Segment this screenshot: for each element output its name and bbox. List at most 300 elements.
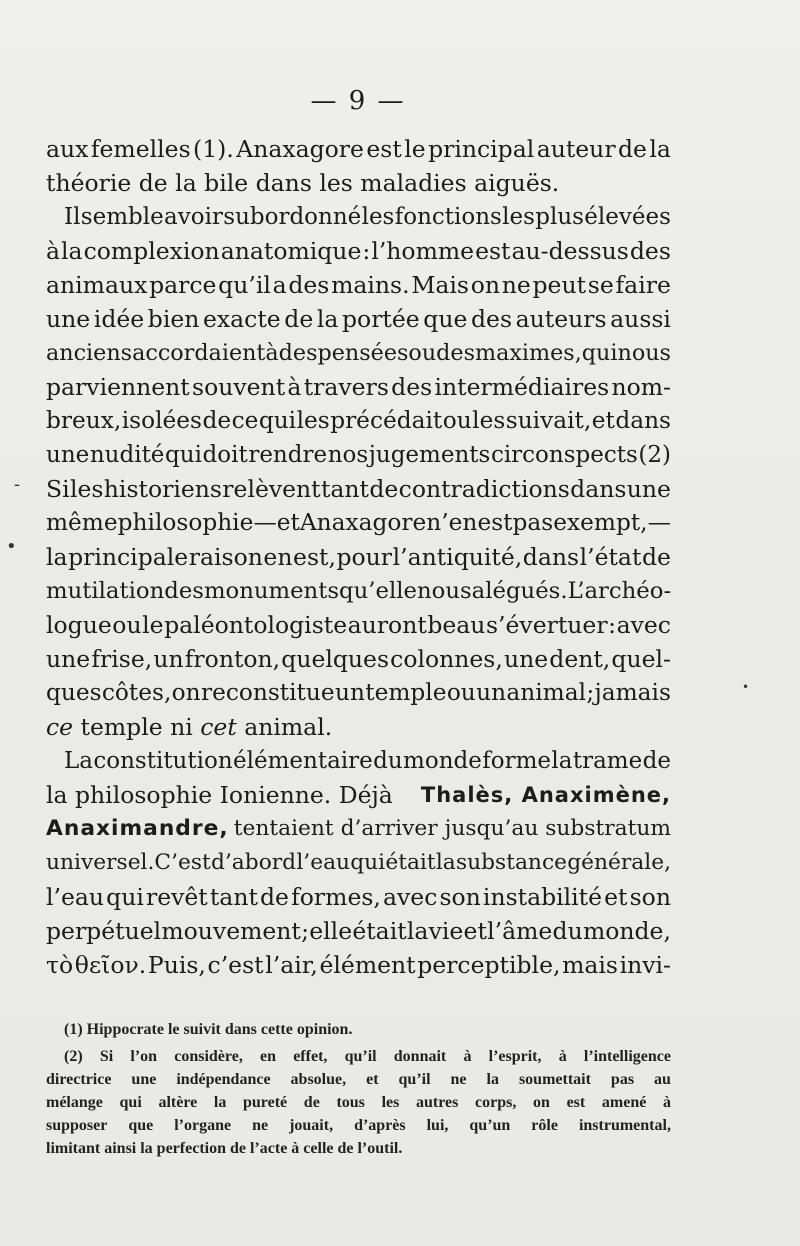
body-text xyxy=(46,132,671,982)
word: la xyxy=(316,305,339,333)
word: vie xyxy=(428,917,464,945)
word: invi- xyxy=(619,951,671,979)
word: l’homme xyxy=(371,237,475,265)
word: on xyxy=(533,1094,550,1111)
word: principal xyxy=(428,135,535,163)
word: un xyxy=(334,679,365,706)
word: suivait, xyxy=(505,407,592,434)
word: et xyxy=(276,509,300,536)
word: ne xyxy=(252,1117,269,1134)
text-fragment: temple ni xyxy=(73,713,201,741)
word: rendre xyxy=(248,442,328,468)
word: nous xyxy=(416,578,472,604)
word: isolées xyxy=(121,407,202,434)
word: élémentaire xyxy=(233,748,373,774)
word: monde xyxy=(403,748,482,774)
word: de xyxy=(202,407,232,434)
word: θεῖον. xyxy=(74,951,147,979)
word: élément xyxy=(319,951,416,979)
text-line-content xyxy=(46,132,671,166)
text-fragment: la philosophie Ionienne. Déjà xyxy=(46,781,393,809)
word: principale xyxy=(68,543,189,571)
margin-dot: • xyxy=(6,536,17,557)
word: a xyxy=(272,271,287,299)
word: trame xyxy=(572,748,643,774)
word: : xyxy=(608,611,617,639)
text-line xyxy=(46,846,671,880)
text-line xyxy=(46,574,671,608)
word: de xyxy=(617,135,647,163)
word: femelles xyxy=(90,135,191,163)
text-line xyxy=(46,914,671,948)
word: son xyxy=(439,883,481,911)
word: au xyxy=(654,1071,671,1088)
text-line xyxy=(46,642,671,676)
word: pureté xyxy=(243,1094,288,1111)
word: les xyxy=(361,204,395,230)
footnote-line xyxy=(46,1091,671,1114)
word: auteurs xyxy=(515,305,607,333)
text-line xyxy=(46,472,671,506)
word: dent, xyxy=(549,645,611,673)
word: une xyxy=(46,442,90,468)
word: est, xyxy=(293,543,336,571)
word: le xyxy=(142,611,164,639)
word: tous xyxy=(336,1094,365,1111)
word: effet, xyxy=(293,1048,328,1065)
word: ce xyxy=(231,407,259,434)
word: idée xyxy=(93,305,145,333)
text-line-content xyxy=(46,948,671,982)
word: de xyxy=(284,305,314,333)
word: ou xyxy=(446,679,476,706)
word: de xyxy=(260,883,289,911)
text-line xyxy=(46,370,671,404)
word: de xyxy=(642,748,671,774)
word: des xyxy=(288,271,330,299)
word: ou xyxy=(442,407,472,434)
word: anciens xyxy=(46,340,133,366)
word: une xyxy=(131,1071,157,1088)
word: Si xyxy=(99,1048,114,1065)
word: Mais xyxy=(411,271,469,299)
word: les xyxy=(472,407,506,434)
text-line xyxy=(46,812,671,846)
word: en xyxy=(263,543,293,571)
text-line xyxy=(46,302,671,336)
word: les xyxy=(69,475,104,503)
word: l’esprit, xyxy=(488,1048,542,1065)
footnote-text xyxy=(46,1114,671,1137)
word: à xyxy=(662,1094,671,1111)
word: philosophie xyxy=(117,509,254,536)
word: (2) xyxy=(638,442,671,468)
word: circonspects xyxy=(490,442,638,468)
word: animaux xyxy=(46,271,148,299)
word: la xyxy=(46,543,68,571)
word: nos xyxy=(327,442,369,468)
word: logue xyxy=(46,611,112,639)
word: de xyxy=(369,475,399,503)
footnote-text xyxy=(46,1068,671,1091)
word: quelques xyxy=(281,645,390,673)
text-line-content xyxy=(46,268,671,302)
text-line xyxy=(46,880,671,914)
word: avoir xyxy=(164,204,223,230)
margin-dash: - xyxy=(14,474,21,495)
word: qui xyxy=(119,1094,142,1111)
word: générale, xyxy=(567,850,671,875)
word: semble xyxy=(80,204,164,230)
word: de xyxy=(641,543,671,571)
word: à xyxy=(463,1048,472,1065)
word: exacte xyxy=(203,305,281,333)
word: Anaxagore xyxy=(236,135,364,163)
word: pour xyxy=(336,543,393,571)
word: du xyxy=(373,748,403,774)
word: et xyxy=(591,407,615,434)
word: travers xyxy=(303,373,389,401)
word: rôle xyxy=(531,1117,558,1134)
word: dans xyxy=(570,475,627,503)
word: directrice xyxy=(46,1071,112,1088)
word: a xyxy=(471,578,486,604)
word: subordonné xyxy=(223,204,362,230)
word: le xyxy=(404,135,426,163)
word: jamais xyxy=(594,679,671,706)
word: mutilation xyxy=(46,578,165,604)
word: et xyxy=(366,1071,379,1088)
word: c’est xyxy=(207,951,264,979)
word: une xyxy=(46,305,91,333)
word: légués. xyxy=(485,578,568,604)
word: des xyxy=(391,373,433,401)
word: qui xyxy=(581,340,618,366)
word: — xyxy=(253,509,277,536)
word: et xyxy=(463,917,487,945)
word: mouvement xyxy=(161,917,301,945)
footnote-text xyxy=(46,1091,671,1114)
footnote-text: (1) Hippocrate le suivit dans cette opinion. xyxy=(64,1021,353,1038)
word: raison xyxy=(188,543,263,571)
word: exempt, xyxy=(553,509,648,536)
word: jouait, xyxy=(289,1117,334,1134)
word: temple xyxy=(365,679,447,706)
footnote-2 xyxy=(46,1045,671,1068)
italic-word: ce xyxy=(46,713,74,741)
word: à xyxy=(46,237,61,265)
word: absolue, xyxy=(290,1071,347,1088)
word: (2) xyxy=(64,1048,83,1065)
word: ne xyxy=(501,271,531,299)
word: jugements xyxy=(368,442,491,468)
footnotes xyxy=(46,1018,671,1160)
text-line xyxy=(46,438,671,472)
word: portée xyxy=(342,305,420,333)
word: de xyxy=(303,1094,320,1111)
word: fonctions xyxy=(394,204,502,230)
word: qu’il xyxy=(398,1071,431,1088)
word: intermédiaires xyxy=(434,373,610,401)
word: les xyxy=(296,407,330,434)
word: anatomique xyxy=(220,237,362,265)
word: indépendance xyxy=(176,1071,271,1088)
text-line xyxy=(46,166,671,200)
word: on xyxy=(171,679,201,706)
philosopher-names: Thalès, Anaximène, xyxy=(420,783,671,807)
word: les xyxy=(381,1094,400,1111)
word: plus xyxy=(535,204,584,230)
text-line-content xyxy=(46,880,671,914)
word: qui xyxy=(165,442,202,468)
footnote-text: limitant ainsi la perfection de l’acte à celle de l’outil. xyxy=(46,1140,403,1157)
word: beau xyxy=(427,611,486,639)
text-line xyxy=(46,336,671,370)
text-line-content: théorie de la bile dans les maladies aiguës. xyxy=(46,169,560,197)
word: s’évertuer xyxy=(485,611,608,639)
word: la xyxy=(406,917,429,945)
text-line xyxy=(46,506,671,540)
text-line xyxy=(46,268,671,302)
text-line xyxy=(46,778,671,812)
word: qui xyxy=(350,850,386,875)
word: la xyxy=(649,135,671,163)
text-line-content xyxy=(46,506,671,540)
margin-dot: • xyxy=(742,680,750,694)
word: contradictions xyxy=(398,475,570,503)
word: est xyxy=(366,135,402,163)
word: τὸ xyxy=(46,951,74,979)
word: perceptible, xyxy=(417,951,561,979)
word: constitution xyxy=(93,748,233,774)
word: l’on xyxy=(130,1048,158,1065)
word: la xyxy=(435,850,456,875)
footnote-line xyxy=(46,1137,671,1160)
text-fragment: tentaient d’arriver jusqu’au substratum xyxy=(233,816,671,841)
word: une xyxy=(503,645,549,673)
word: au-dessus xyxy=(511,237,629,265)
word: Si xyxy=(46,475,70,503)
page-number: — 9 — xyxy=(310,86,406,116)
word: revêt xyxy=(145,883,208,911)
word: à xyxy=(558,1048,567,1065)
word: dans xyxy=(615,407,671,434)
text-line-content xyxy=(64,200,671,234)
text-line-content xyxy=(46,438,671,472)
word: elle xyxy=(309,917,353,945)
text-line xyxy=(46,234,671,268)
word: l’eau xyxy=(296,850,351,875)
word: à xyxy=(287,373,302,401)
word: l’air, xyxy=(265,951,318,979)
word: souvent xyxy=(192,373,286,401)
word: d’après xyxy=(354,1117,406,1134)
word: l’intelligence xyxy=(583,1048,671,1065)
word: la xyxy=(486,1071,499,1088)
text-line-content xyxy=(46,846,671,880)
word: précédait xyxy=(330,407,443,434)
word: monde, xyxy=(582,917,671,945)
text-line-content xyxy=(46,302,671,336)
word: altère xyxy=(158,1094,198,1111)
word: côtes, xyxy=(101,679,172,706)
word: soumettait xyxy=(518,1071,591,1088)
word: corps, xyxy=(475,1094,517,1111)
word: est xyxy=(475,237,511,265)
word: ou xyxy=(408,340,437,366)
text-line xyxy=(46,404,671,438)
word: la xyxy=(61,237,83,265)
text-line xyxy=(46,676,671,710)
footnote-line xyxy=(46,1114,671,1137)
word: des xyxy=(629,237,671,265)
word: forme xyxy=(482,748,552,774)
word: on xyxy=(470,271,500,299)
word: qu’un xyxy=(469,1117,511,1134)
text-line-content xyxy=(46,608,671,642)
footnote-1 xyxy=(46,1018,671,1041)
text-line-content xyxy=(46,336,671,370)
word: historiens xyxy=(103,475,222,503)
word: mains. xyxy=(331,271,410,299)
word: qu’il xyxy=(218,271,271,299)
word: à xyxy=(265,340,279,366)
word: colonnes, xyxy=(390,645,503,673)
word: pas xyxy=(512,509,554,536)
word: nudité xyxy=(89,442,165,468)
text-line-content xyxy=(46,234,671,268)
word: la xyxy=(551,748,573,774)
word: que xyxy=(423,305,468,333)
word: reconstitue xyxy=(200,679,335,706)
text-line-content xyxy=(46,574,671,608)
text-line-content xyxy=(46,370,671,404)
word: : xyxy=(362,237,371,265)
word: aux xyxy=(46,135,89,163)
word: breux, xyxy=(46,407,122,434)
text-line xyxy=(46,710,671,744)
word: parce xyxy=(149,271,217,299)
word: des xyxy=(164,578,204,604)
word: dans xyxy=(522,543,580,571)
word: même xyxy=(46,509,118,536)
word: était xyxy=(385,850,436,875)
word: parviennent xyxy=(46,373,190,401)
word: les xyxy=(502,204,535,230)
footnote-text xyxy=(64,1045,671,1068)
text-line-content xyxy=(46,914,671,948)
word: maximes, xyxy=(475,340,582,366)
word: ne xyxy=(450,1071,467,1088)
word: qu’il xyxy=(344,1048,377,1065)
word: ; xyxy=(586,679,595,706)
text-line xyxy=(46,608,671,642)
word: auront xyxy=(347,611,427,639)
word: avec xyxy=(383,883,438,911)
text-line xyxy=(46,200,671,234)
word: bien xyxy=(147,305,200,333)
word: nous xyxy=(617,340,671,366)
word: des xyxy=(471,305,513,333)
footnote-line xyxy=(46,1068,671,1091)
word: perpétuel xyxy=(46,917,162,945)
word: était xyxy=(352,917,407,945)
word: instrumental, xyxy=(578,1117,671,1134)
word: universel.C’est xyxy=(46,850,211,875)
word: auteur xyxy=(536,135,616,163)
word: l’âme xyxy=(487,917,553,945)
word: La xyxy=(64,748,93,774)
word: substance xyxy=(455,850,567,875)
word: L’archéo- xyxy=(567,578,672,604)
word: Il xyxy=(64,204,81,230)
word: un xyxy=(476,679,507,706)
word: pas xyxy=(610,1071,635,1088)
word: une xyxy=(626,475,671,503)
word: son xyxy=(629,883,671,911)
text-line-content xyxy=(46,540,671,574)
word: fronton, xyxy=(184,645,281,673)
text-fragment: animal. xyxy=(236,713,333,741)
word: frise, xyxy=(91,645,153,673)
word: aussi xyxy=(610,305,671,333)
word: que xyxy=(128,1117,154,1134)
word: avec xyxy=(616,611,671,639)
word: qui xyxy=(258,407,297,434)
word: la xyxy=(213,1094,227,1111)
text-line-content xyxy=(46,472,671,506)
text-line xyxy=(46,132,671,166)
text-line-content xyxy=(46,642,671,676)
word: relèvent xyxy=(222,475,321,503)
word: mais xyxy=(562,951,618,979)
text-line xyxy=(46,744,671,778)
word: lui, xyxy=(426,1117,449,1134)
word: des xyxy=(278,340,318,366)
word: supposer xyxy=(46,1117,108,1134)
word: pensées xyxy=(317,340,409,366)
word: une xyxy=(46,645,91,673)
word: des xyxy=(436,340,475,366)
word: accordaient xyxy=(132,340,266,366)
text-line-content xyxy=(46,676,671,710)
word: tant xyxy=(209,883,258,911)
word: doit xyxy=(202,442,248,468)
word: — xyxy=(647,509,671,536)
word: l’organe xyxy=(174,1117,232,1134)
word: quel- xyxy=(611,645,671,673)
word: se xyxy=(587,271,614,299)
word: animal xyxy=(506,679,587,706)
word: Puis, xyxy=(147,951,206,979)
word: du xyxy=(552,917,583,945)
word: qui xyxy=(106,883,144,911)
word: un xyxy=(153,645,184,673)
word: ou xyxy=(112,611,142,639)
text-line-content xyxy=(46,404,671,438)
word: complexion xyxy=(83,237,220,265)
philosopher-name: Anaximandre, xyxy=(46,816,229,841)
word: paléontologiste xyxy=(164,611,348,639)
word: et xyxy=(604,883,628,911)
text-line xyxy=(46,540,671,574)
word: ; xyxy=(301,917,310,945)
word: est xyxy=(477,509,513,536)
word: autres xyxy=(416,1094,459,1111)
word: qu’elle xyxy=(339,578,417,604)
word: mélange xyxy=(46,1094,103,1111)
word: d’abord xyxy=(210,850,297,875)
